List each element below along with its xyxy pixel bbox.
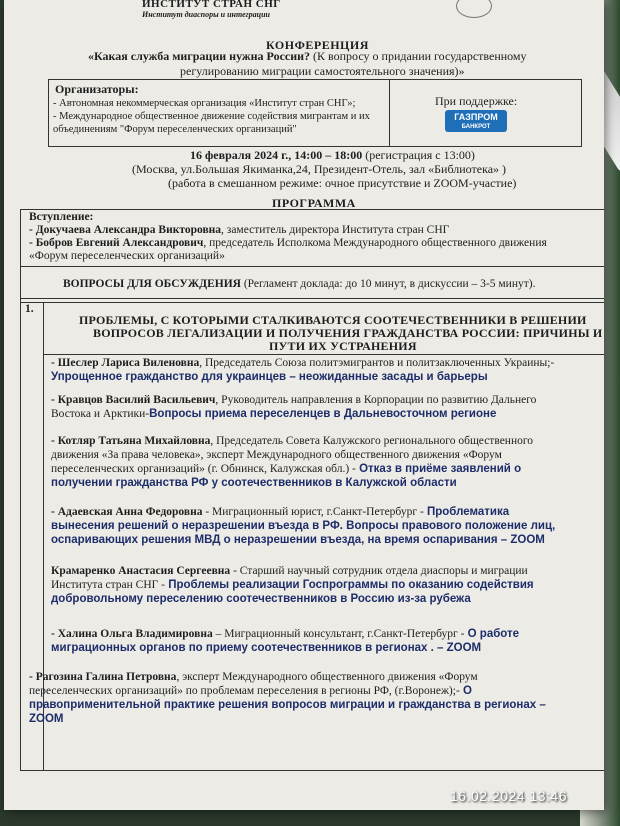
speaker-5-topic2: добровольному переселению соотечественников в Россию из-за рубежа xyxy=(51,593,471,605)
organizer-line3: объединениям "Форум переселенческих организаций" xyxy=(53,124,297,135)
intro2-role-cont: «Форум переселенческих организаций» xyxy=(29,250,225,262)
photo-timestamp: 16.02.2024 13:46 xyxy=(450,788,567,804)
organizers-box xyxy=(48,79,582,147)
speaker-3-role3: переселенческих организаций» (г. Обнинск, Калужская обл.) - xyxy=(51,463,356,475)
event-date: 16 февраля 2024 г., 14:00 – 18:00 xyxy=(190,148,363,162)
questions-heading: ВОПРОСЫ ДЛЯ ОБСУЖДЕНИЯ xyxy=(63,278,241,290)
conference-title: «Какая служба миграции нужна России? xyxy=(88,49,311,63)
speaker-3-topic1: Отказ в приёме заявлений о xyxy=(355,463,522,475)
speaker-6-topic1: О работе xyxy=(464,628,520,640)
speaker-1-topic: Упрощенное гражданство для украинцев – неожиданные засады и барьеры xyxy=(51,371,488,383)
event-place: (Москва, ул.Большая Якиманка,24, Президент-Отель, зал «Библиотека» ) xyxy=(132,162,507,176)
section-number-text: 1. xyxy=(25,303,34,315)
questions-rules: (Регламент доклада: до 10 минут, в дискуссии – 3-5 минут). xyxy=(243,278,536,290)
speaker-5-name: Крамаренко Анастасия Сергеевна xyxy=(51,565,231,577)
speaker-6-role: – Миграционный консультант, г.Санкт-Петербург - xyxy=(212,628,465,640)
globe-logo-icon xyxy=(456,0,492,18)
intro-speaker-1 xyxy=(29,224,449,236)
conference-label: КОНФЕРЕНЦИЯ xyxy=(266,38,369,52)
sponsor-name: ГАЗПРОМ xyxy=(454,112,498,122)
divider xyxy=(43,354,604,355)
speaker-1-line1 xyxy=(51,357,554,369)
speaker-7-role: , эксперт Международного общественного движения «Форум xyxy=(176,671,478,683)
organizer-line1: - Автономная некоммерческая организация «Институт стран СНГ»; xyxy=(53,98,356,109)
speaker-7-role2: переселенческих организаций» по проблемам переселения в регионы РФ, (г.Воронеж);- xyxy=(29,685,460,697)
speaker-3-line1 xyxy=(51,435,533,447)
divider xyxy=(21,298,604,299)
speaker-2-name: - Кравцов Василий Васильевич xyxy=(51,394,216,406)
section-number xyxy=(25,303,34,315)
section-title-line3: ПУТИ ИХ УСТРАНЕНИЯ xyxy=(269,339,417,353)
speaker-5-role2: Института стран СНГ - xyxy=(51,579,165,591)
event-registration: (регистрация с 13:00) xyxy=(365,148,475,162)
speaker-6-name: - Халина Ольга Владимировна xyxy=(51,628,213,640)
institute-name: ИНСТИТУТ СТРАН СНГ xyxy=(142,0,281,10)
section-title-line1: ПРОБЛЕМЫ, С КОТОРЫМИ СТАЛКИВАЮТСЯ СООТЕЧЕСТВЕННИКИ В РЕШЕНИИ xyxy=(79,313,587,327)
speaker-1-name: - Шеслер Лариса Виленовна xyxy=(51,357,200,369)
support-label: При поддержке: xyxy=(435,94,518,108)
speaker-7-line1 xyxy=(29,671,478,683)
intro2-role: , председатель Исполкома Международного общественного движения xyxy=(203,237,547,249)
event-mode: (работа в смешанном режиме: очное присутствие и ZOOM-участие) xyxy=(168,176,517,190)
intro2-name: - Бобров Евгений Александрович xyxy=(29,237,204,249)
speaker-5-topic1: Проблемы реализации Госпрограммы по оказанию содействия xyxy=(165,579,534,591)
speaker-3-topic2: получении гражданства РФ у соотечественников в Калужской области xyxy=(51,477,457,489)
conference-subtitle2: регулированию миграции самостоятельного значения)» xyxy=(180,64,465,78)
speaker-2-role2: Востока и Арктики- xyxy=(51,408,150,420)
section-title-line2: ВОПРОСОВ ЛЕГАЛИЗАЦИИ И ПОЛУЧЕНИЯ ГРАЖДАНСТВА РОССИИ: ПРИЧИНЫ И xyxy=(93,326,603,340)
speaker-4-topic1: Проблематика xyxy=(423,506,510,518)
organizers-cell xyxy=(49,80,390,146)
event-date-line xyxy=(190,148,475,163)
intro1-name: - Докучаева Александра Викторовна xyxy=(29,224,222,236)
divider xyxy=(21,266,604,267)
speaker-2-line1 xyxy=(51,394,536,406)
speaker-7-name: - Рагозина Галина Петровна xyxy=(29,671,177,683)
document-page xyxy=(4,0,604,810)
program-title: ПРОГРАММА xyxy=(272,196,356,210)
intro1-role: , заместитель директора Института стран СНГ xyxy=(221,224,450,236)
intro-speaker-2 xyxy=(29,237,547,249)
speaker-2-line2 xyxy=(51,408,496,420)
speaker-3-role: , Председатель Совета Калужского регионального общественного xyxy=(210,435,534,447)
questions-line xyxy=(63,278,535,290)
speaker-3-line3 xyxy=(51,463,521,475)
speaker-4-line1 xyxy=(51,506,509,518)
speaker-7-topic1: О xyxy=(459,685,472,697)
intro-heading-text: Вступление: xyxy=(29,211,94,223)
speaker-5-role: - Старший научный сотрудник отдела диаспоры и миграции xyxy=(230,565,528,577)
speaker-4-role: - Миграционный юрист, г.Санкт-Петербург - xyxy=(202,506,424,518)
speaker-1-role: , Председатель Союза политэмигрантов и политзаключенных Украины;- xyxy=(199,357,555,369)
program-table xyxy=(20,209,604,771)
institute-subtitle: Институт диаспоры и интеграции xyxy=(142,10,270,19)
speaker-3-role2: движения «За права человека», эксперт Международного общественного движения «Форум xyxy=(51,449,502,461)
speaker-4-topic3: оспаривающих решения МВД о неразрешении въезда, на время оспаривания – ZOOM xyxy=(51,534,545,546)
speaker-6-topic2: миграционных органов по приему соотечественников в регионах . – ZOOM xyxy=(51,642,482,654)
speaker-7-topic3: ZOOM xyxy=(29,713,64,725)
speaker-4-name: - Адаевская Анна Федоровна xyxy=(51,506,203,518)
speaker-5-line1 xyxy=(51,565,528,577)
speaker-6-line1 xyxy=(51,628,519,640)
sponsor-sub: БАНКРОТ xyxy=(461,124,491,130)
speaker-5-line2 xyxy=(51,579,534,591)
conference-title-line1 xyxy=(88,49,527,64)
organizers-heading: Организаторы: xyxy=(55,82,139,96)
speaker-2-role: , Руководитель направления в Корпорации по развитию Дальнего xyxy=(215,394,537,406)
gazprom-logo-icon xyxy=(445,110,507,132)
conference-subtitle1: (К вопросу о придании государственному xyxy=(313,49,527,63)
speaker-4-topic2: вынесения решений о неразрешении въезда в РФ. Вопросы правового положение лиц, xyxy=(51,520,556,532)
intro-heading xyxy=(29,211,93,223)
speaker-2-topic: Вопросы приема переселенцев в Дальневосточном регионе xyxy=(149,408,497,420)
speaker-3-name: - Котляр Татьяна Михайловна xyxy=(51,435,211,447)
divider xyxy=(21,302,604,303)
speaker-7-line2 xyxy=(29,685,472,697)
speaker-7-topic2: правоприменительной практике решения вопросов миграции и гражданства в регионах – xyxy=(29,699,546,711)
organizer-line2: - Международное общественное движение содействия мигрантам и их xyxy=(53,111,370,122)
